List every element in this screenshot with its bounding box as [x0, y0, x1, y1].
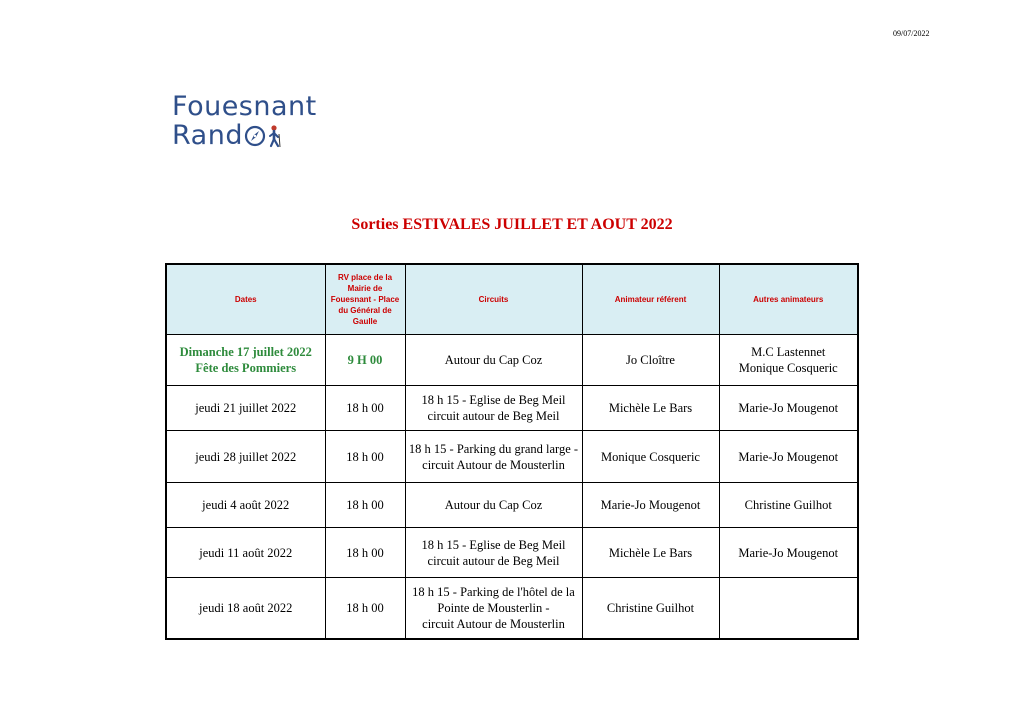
print-date: 09/07/2022	[893, 29, 930, 38]
circuit-line: circuit autour de Beg Meil	[427, 409, 560, 423]
logo-line2	[172, 121, 362, 150]
date-line: jeudi 11 août 2022	[199, 545, 293, 560]
schedule-table	[165, 263, 859, 640]
cell-date	[166, 528, 325, 578]
header-rv-line: Mairie de	[347, 284, 383, 293]
circuit-line: circuit Autour de Mousterlin	[422, 457, 565, 472]
circuit-line: circuit Autour de Mousterlin	[422, 617, 565, 631]
circuit-line: 18 h 15 - Eglise de Beg Meil	[421, 393, 566, 407]
autres-line: Marie-Jo Mougenot	[738, 449, 839, 464]
table-header-row	[166, 264, 858, 335]
cell-time: 18 h 00	[325, 483, 405, 528]
date-line: jeudi 4 août 2022	[202, 498, 290, 512]
header-rv	[325, 264, 405, 335]
table-row	[166, 483, 858, 528]
circuit-line: circuit autour de Beg Meil	[427, 553, 560, 568]
autres-line: Marie-Jo Mougenot	[738, 401, 839, 415]
table-row	[166, 335, 858, 386]
cell-animateur: Jo Cloître	[582, 335, 719, 386]
logo-text-line1: Fouesnant	[172, 91, 317, 122]
cell-animateur: Christine Guilhot	[582, 578, 719, 640]
circuit-line: Autour du Cap Coz	[444, 498, 543, 512]
header-dates: Dates	[166, 264, 325, 335]
cell-animateur: Michèle Le Bars	[582, 528, 719, 578]
cell-animateur: Michèle Le Bars	[582, 386, 719, 431]
date-line: jeudi 28 juillet 2022	[195, 449, 297, 464]
circuit-line: Pointe de Mousterlin -	[437, 601, 550, 615]
circuit-line: Autour du Cap Coz	[444, 353, 543, 367]
cell-time: 9 H 00	[325, 335, 405, 386]
circuit-line: 18 h 15 - Parking de l'hôtel de la	[412, 585, 575, 599]
cell-animateur: Marie-Jo Mougenot	[582, 483, 719, 528]
autres-line: M.C Lastennet	[751, 345, 826, 359]
cell-time: 18 h 00	[325, 578, 405, 640]
cell-date	[166, 483, 325, 528]
cell-autres	[719, 578, 858, 640]
header-rv-line: Gaulle	[352, 317, 378, 326]
table-row	[166, 386, 858, 431]
cell-date	[166, 431, 325, 483]
hiker-icon	[267, 124, 281, 148]
page-title: Sorties ESTIVALES JUILLET ET AOUT 2022	[351, 216, 673, 233]
cell-time: 18 h 00	[325, 386, 405, 431]
header-rv-line: Fouesnant - Place	[330, 295, 400, 304]
cell-autres	[719, 528, 858, 578]
autres-line: Monique Cosqueric	[738, 361, 838, 375]
cell-date	[166, 386, 325, 431]
header-rv-line: RV place de la	[337, 273, 393, 282]
cell-circuit	[405, 578, 582, 640]
cell-circuit	[405, 335, 582, 386]
date-line: Dimanche 17 juillet 2022	[179, 345, 312, 359]
circuit-line: 18 h 15 - Parking du grand large -	[408, 441, 579, 456]
cell-animateur: Monique Cosqueric	[582, 431, 719, 483]
cell-circuit	[405, 386, 582, 431]
cell-autres	[719, 335, 858, 386]
cell-circuit	[405, 528, 582, 578]
logo	[172, 92, 362, 154]
cell-circuit	[405, 431, 582, 483]
cell-autres	[719, 483, 858, 528]
logo-text-line2: Rand	[172, 120, 243, 151]
header-animateur: Animateur référent	[582, 264, 719, 335]
date-line: jeudi 21 juillet 2022	[195, 401, 297, 415]
cell-autres	[719, 431, 858, 483]
cell-circuit	[405, 483, 582, 528]
header-circuits: Circuits	[405, 264, 582, 335]
compass-icon	[244, 125, 266, 147]
circuit-line: 18 h 15 - Eglise de Beg Meil	[421, 537, 566, 552]
date-line: jeudi 18 août 2022	[199, 601, 293, 615]
cell-autres	[719, 386, 858, 431]
header-rv-line: du Général de	[338, 306, 392, 315]
header-autres: Autres animateurs	[719, 264, 858, 335]
cell-date	[166, 578, 325, 640]
table-row	[166, 578, 858, 640]
date-line: Fête des Pommiers	[195, 361, 297, 375]
cell-time: 18 h 00	[325, 431, 405, 483]
autres-line: Marie-Jo Mougenot	[738, 545, 839, 560]
table-row	[166, 528, 858, 578]
cell-date	[166, 335, 325, 386]
table-row	[166, 431, 858, 483]
cell-time: 18 h 00	[325, 528, 405, 578]
autres-line: Christine Guilhot	[744, 498, 832, 512]
